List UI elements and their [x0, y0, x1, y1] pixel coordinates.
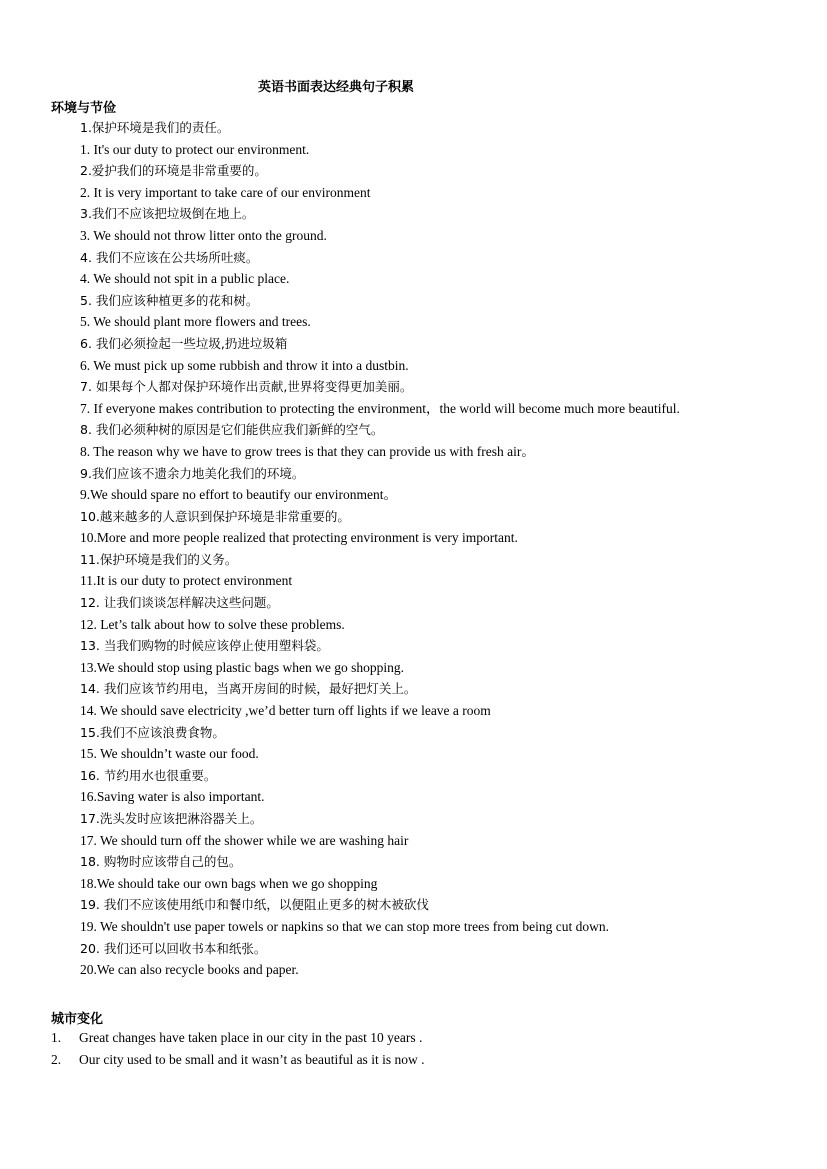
list-item: 6. 我们必须捡起一些垃圾,扔进垃圾箱 [80, 335, 288, 351]
list-item: 13.We should stop using plastic bags when we go shopping. [80, 659, 405, 675]
list-item: 4. We should not spit in a public place. [80, 271, 290, 287]
list-item: 12. Let’s talk about how to solve these problems. [80, 616, 345, 632]
list-item: 20.We can also recycle books and paper. [80, 962, 299, 978]
list-item [51, 1027, 424, 1049]
list-item: 11.It is our duty to protect environment [80, 573, 293, 589]
list-item: 15.我们不应该浪费食物。 [80, 724, 225, 740]
list-item: 18.We should take our own bags when we go shopping [80, 875, 378, 891]
list-item: 7. If everyone makes contribution to protecting the environment，the world will become much more beautiful. [80, 400, 680, 416]
list-item: 14. 我们应该节约用电，当离开房间的时候，最好把灯关上。 [80, 681, 417, 697]
list-item: 17. We should turn off the shower while we are washing hair [80, 832, 409, 848]
list-item [51, 1049, 424, 1071]
list-item: 16.Saving water is also important. [80, 789, 265, 805]
list-item: 14. We should save electricity ,we’d better turn off lights if we leave a room [80, 703, 491, 719]
document-title: 英语书面表达经典句子积累 [257, 80, 414, 95]
list-item: 2. It is very important to take care of our environment [80, 184, 371, 200]
list-item: 10.More and more people realized that protecting environment is very important. [80, 530, 518, 546]
list-item: 16. 节约用水也很重要。 [80, 767, 217, 783]
list-item: 2.爱护我们的环境是非常重要的。 [80, 163, 267, 179]
list-item: 9.我们应该不遗余力地美化我们的环境。 [80, 465, 305, 481]
sentence-list-city-change [51, 1027, 424, 1070]
list-item: 7. 如果每个人都对保护环境作出贡献,世界将变得更加美丽。 [80, 379, 413, 395]
list-item: 19. We shouldn't use paper towels or napkins so that we can stop more trees from being cut down. [80, 918, 609, 934]
item-number: 2. [51, 1051, 62, 1067]
list-item: 5. We should plant more flowers and trees. [80, 314, 311, 330]
section-heading-city-change: 城市变化 [51, 1012, 104, 1027]
list-item: 3. We should not throw litter onto the ground. [80, 227, 327, 243]
list-item: 6. We must pick up some rubbish and throw it into a dustbin. [80, 357, 409, 373]
list-item: 3.我们不应该把垃圾倒在地上。 [80, 206, 255, 222]
list-item: 8. 我们必须种树的原因是它们能供应我们新鲜的空气。 [80, 422, 384, 438]
list-item: 18. 购物时应该带自己的包。 [80, 854, 242, 870]
list-item: 11.保护环境是我们的义务。 [80, 551, 238, 567]
list-item: 12. 让我们谈谈怎样解决这些问题。 [80, 595, 279, 611]
list-item: 5. 我们应该种植更多的花和树。 [80, 292, 259, 308]
list-item: 20. 我们还可以回收书本和纸张。 [80, 940, 267, 956]
list-item: 9.We should spare no effort to beautify our environment。 [80, 487, 397, 503]
list-item: 1. It's our duty to protect our environment. [80, 141, 310, 157]
list-item: 1.保护环境是我们的责任。 [80, 120, 230, 135]
list-item: 4. 我们不应该在公共场所吐痰。 [80, 249, 259, 265]
item-text: Great changes have taken place in our city in the past 10 years . [79, 1030, 423, 1045]
sentence-list-environment [80, 117, 680, 981]
list-item: 13. 当我们购物的时候应该停止使用塑料袋。 [80, 638, 329, 654]
section-heading-environment: 环境与节俭 [51, 101, 117, 116]
list-item: 15. We shouldn’t waste our food. [80, 746, 259, 762]
item-number: 1. [51, 1030, 62, 1045]
list-item: 19. 我们不应该使用纸巾和餐巾纸，以便阻止更多的树木被砍伐 [80, 897, 429, 913]
list-item: 17.洗头发时应该把淋浴器关上。 [80, 811, 263, 826]
list-item: 8. The reason why we have to grow trees is that they can provide us with fresh air。 [80, 443, 535, 459]
list-item: 10.越来越多的人意识到保护环境是非常重要的。 [80, 508, 350, 524]
item-text: Our city used to be small and it wasn’t as beautiful as it is now . [79, 1051, 425, 1067]
